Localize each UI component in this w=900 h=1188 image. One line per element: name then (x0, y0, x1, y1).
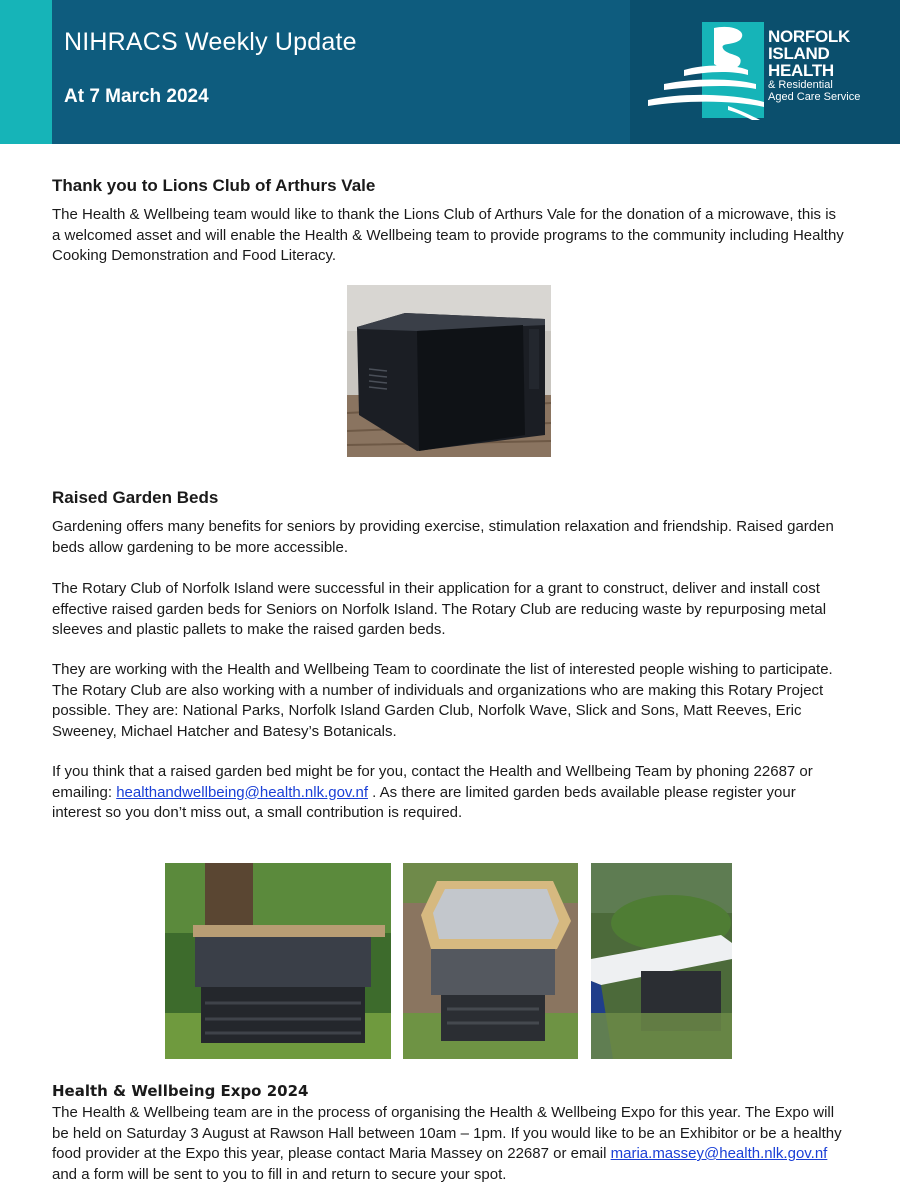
norfolk-island-health-logo-icon (644, 20, 768, 124)
lions-club-paragraph: The Health & Wellbeing team would like to thank the Lions Club of Arthurs Vale for the donation of a microwave, this is a welcomed asset and will enable the Health & Wellbeing team to provide programs to the community including Healthy Cooking Demonstration and Food Literacy. (52, 206, 844, 264)
garden-beds-paragraph-4-text-end: . As there are limited garden beds available please register your interest so you don’t miss out, a small contribution is required. (52, 783, 796, 821)
section-heading-raised-garden-beds: Raised Garden Beds (52, 488, 219, 507)
newsletter-title: NIHRACS Weekly Update (64, 28, 357, 56)
section-heading-lions-club: Thank you to Lions Club of Arthurs Vale (52, 176, 376, 195)
logo-wordmark (768, 28, 860, 103)
garden-beds-paragraph-3: They are working with the Health and Wellbeing Team to coordinate the list of interested people wishing to participate. The Rotary Club are also working with a number of individuals and organizations who are making this Rotary Project possible. They are: National Parks, Norfolk Island Garden Club, Norfolk Wave, Slick and Sons, Matt Reeves, Eric Sweeney, Michael Hatcher and Batesy’s Botanicals. (52, 661, 833, 740)
logo-line-residential: & Residential (768, 79, 833, 91)
garden-bed-photo-2 (403, 863, 578, 1059)
section-heading-expo: Health & Wellbeing Expo 2024 (52, 1082, 309, 1100)
health-wellbeing-email-link[interactable]: healthandwellbeing@health.nlk.gov.nf (116, 783, 368, 801)
newsletter-date: At 7 March 2024 (64, 86, 209, 107)
expo-paragraph-text: The Health & Wellbeing team are in the process of organising the Health & Wellbeing Expo for this year. The Expo will be held on Saturday 3 August at Rawson Hall between 10am – 1pm. If you would like to be an Exhibitor or be a healthy food provider at the Expo this year, please contact Maria Massey on 22687 or email (52, 1104, 842, 1162)
garden-beds-paragraph-4-text: If you think that a raised garden bed might be for you, contact the Health and Wellbeing Team by phoning 22687 or emailing: (52, 763, 813, 801)
logo-line-island: ISLAND (768, 44, 830, 63)
logo-line-norfolk: NORFOLK (768, 27, 850, 46)
maria-massey-email-link[interactable]: maria.massey@health.nlk.gov.nf (610, 1145, 828, 1162)
header-accent-strip (0, 0, 52, 144)
garden-beds-paragraph-1: Gardening offers many benefits for seniors by providing exercise, stimulation relaxation and friendship. Raised garden beds allow gardening to be more accessible. (52, 518, 834, 556)
logo-line-health: HEALTH (768, 61, 834, 80)
expo-paragraph-text-end: and a form will be sent to you to fill in and return to secure your spot. (52, 1165, 507, 1183)
microwave-photo (347, 285, 551, 457)
garden-beds-paragraph-2: The Rotary Club of Norfolk Island were successful in their application for a grant to construct, deliver and install cost effective raised garden beds for Seniors on Norfolk Island. The Rotary Club are reducing waste by repurposing metal sleeves and plastic pallets to make the raised garden beds. (52, 580, 827, 638)
expo-paragraph (52, 1103, 848, 1185)
logo-line-aged-care: Aged Care Service (768, 91, 861, 103)
garden-bed-photo-1 (165, 863, 391, 1059)
garden-beds-paragraph-4 (52, 762, 848, 824)
garden-bed-photo-3 (591, 863, 732, 1059)
